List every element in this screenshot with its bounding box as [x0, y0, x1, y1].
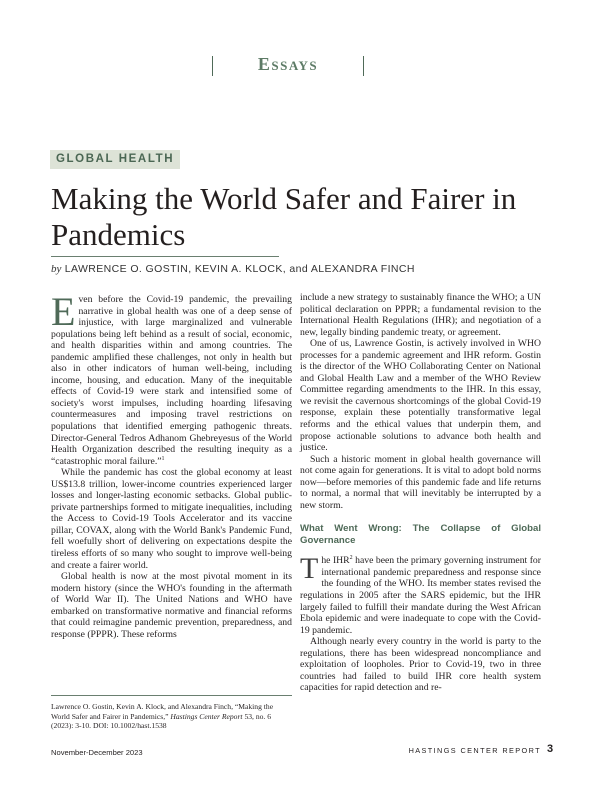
- body-paragraph: The IHR$^2$ have been the primary governing instrument for international pandemic preparedness and response since the founding of the WHO. Its member states revised the regulations in 2005 after the SARS epidemic, but the IHR largely failed to fulfill their mandate during the West African Ebola epidemic and were inadequate to cope with the Covid-19 pandemic.: [300, 552, 541, 636]
- byline-prefix: by: [51, 263, 62, 275]
- page-number: 3: [547, 743, 554, 755]
- citation-footnote: [51, 702, 292, 731]
- section-label: Essays: [257, 54, 319, 74]
- journal-name: HASTINGS CENTER REPORT: [408, 746, 541, 755]
- citation-text: Lawrence O. Gostin, Kevin A. Klock, and Alexandra Finch, “Making the World Safer and Fairer in Pandemics,”: [51, 702, 274, 721]
- right-column: [300, 292, 541, 694]
- article-kicker: GLOBAL HEALTH: [50, 150, 180, 169]
- body-paragraph: While the pandemic has cost the global economy at least US$13.8 trillion, lower-income countries experienced larger losses and longer-lasting economic setbacks. Global public-private partnerships formed to mitigate inequalities, including the Access to Covid-19 Tools Accelerator and its vaccine pillar, COVAX, along with the World Bank's Pandemic Fund, fell woefully short of delivering on expectations despite the tireless efforts of so many who sought to improve well-being and create a fairer world.: [51, 467, 292, 571]
- byline-authors: LAWRENCE O. GOSTIN, KEVIN A. KLOCK, and ALEXANDRA FINCH: [64, 263, 415, 275]
- body-paragraph: One of us, Lawrence Gostin, is actively involved in WHO processes for a pandemic agreement and IHR reform. Gostin is the director of the WHO Collaborating Center on National and Global Health Law and a member of the WHO Review Committee regarding amendments to the IHR. In this essay, we revisit the cavernous shortcomings of the global Covid-19 response, explain these potentially transformative legal reforms and the ethical values that underpin them, and propose actionable solutions to advance both health and justice.: [300, 338, 541, 454]
- header-divider-right: [363, 56, 364, 76]
- citation-details: 53, no. 6 (2023): 3-10. DOI: 10.1002/hast.1538: [51, 711, 272, 730]
- body-paragraph: Such a historic moment in global health governance will not come again for generations. It is vital to adopt bold norms now—before memories of this pandemic fade and life returns to normal, a normal that will inevitably be interrupted by a new storm.: [300, 453, 541, 511]
- byline: [51, 263, 415, 275]
- issue-date: November-December 2023: [51, 748, 143, 757]
- citation-journal: Hastings Center Report: [170, 711, 243, 721]
- body-paragraph: Even before the Covid-19 pandemic, the prevailing narrative in global health was one of a deep sense of injustice, with large marginalized and vulnerable populations being left behind as a result of social, economic, and health disparities within and among countries. The pandemic amplified these challenges, not only in health but also in other indicators of human well-being, including income, housing, and education. Many of the inequitable effects of Covid-19 were stark and intensified some of society's worst impulses, including hoarding lifesaving countermeasures and imposing travel restrictions on populations that identified emerging pathogenic threats. Director-General Tedros Adhanom Ghebreyesus of the World Health Organization described the resulting inequity as a “catastrophic moral failure.”$^1$: [51, 289, 292, 467]
- body-paragraph: Although nearly every country in the world is party to the regulations, there has been widespread noncompliance and exploitation of loopholes. Prior to Covid-19, two in three countries had failed to build IHR core health system capacities for rapid detection and re-: [300, 636, 541, 694]
- article-title: Making the World Safer and Fairer in Pandemics: [51, 181, 517, 252]
- title-rule: [51, 256, 279, 257]
- section-header: [0, 54, 611, 80]
- footnote-ref: 2: [349, 555, 353, 562]
- footnote-ref: 1: [161, 455, 165, 462]
- section-subheading: What Went Wrong: The Collapse of Global Governance: [300, 523, 541, 546]
- left-column: [51, 289, 292, 640]
- body-paragraph: include a new strategy to sustainably finance the WHO; a UN political declaration on PPPR; a fundamental revision to the International Health Regulations (IHR); and negotiation of a new, legally binding pandemic treaty, or agreement.: [300, 292, 541, 338]
- body-paragraph: Global health is now at the most pivotal moment in its modern history (since the WHO's founding in the aftermath of World War II). The United Nations and WHO have embarked on transformative normative and financial reforms that could reimagine pandemic prevention, preparedness, and response (PPPR). These reforms: [51, 571, 292, 640]
- footnote-rule: [51, 695, 292, 696]
